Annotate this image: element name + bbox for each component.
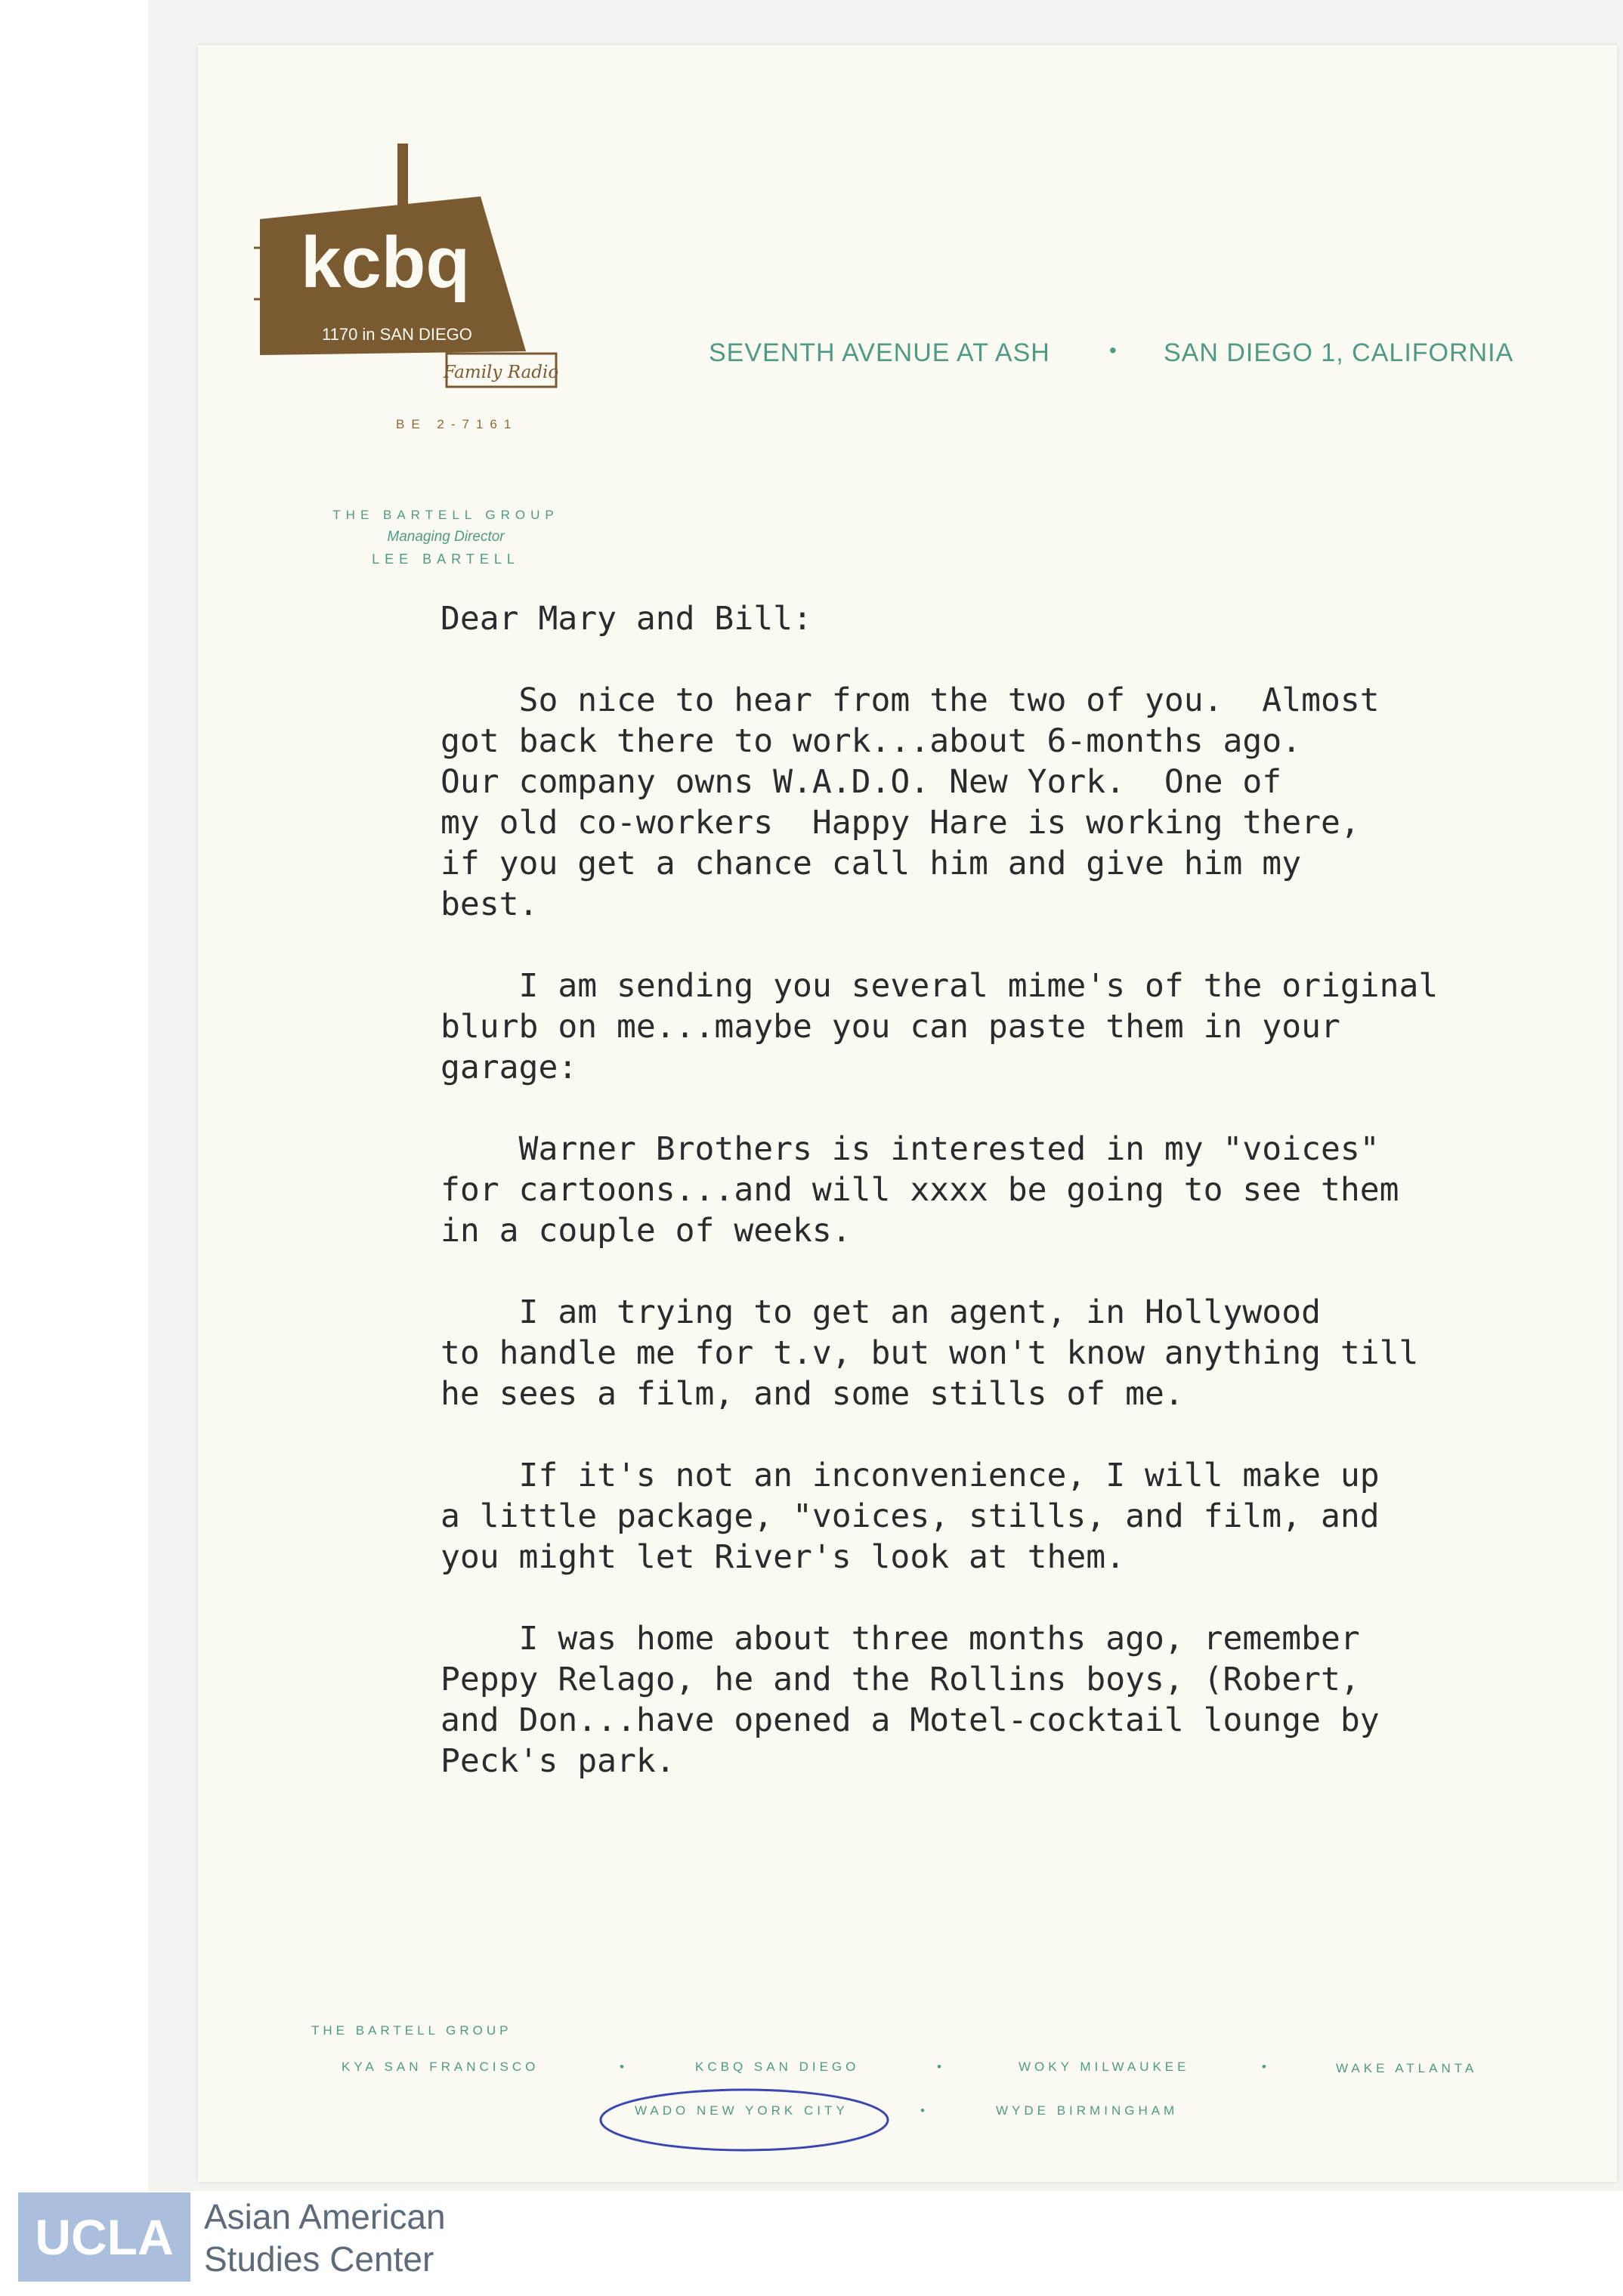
- footer-separator: •: [1262, 2060, 1270, 2074]
- address-street: SEVENTH AVENUE AT ASH: [709, 338, 1050, 367]
- kcbq-logo: [254, 144, 609, 400]
- letter-line: blurb on me...maybe you can paste them in your: [441, 1008, 1340, 1046]
- footer-station: WYDE BIRMINGHAM: [996, 2103, 1179, 2118]
- managing-title: Managing Director: [387, 529, 505, 545]
- address-city: SAN DIEGO 1, CALIFORNIA: [1164, 338, 1514, 367]
- letter-line: Our company owns W.A.D.O. New York. One of: [441, 763, 1282, 801]
- letter-line: Warner Brothers is interested in my "voices": [441, 1130, 1380, 1168]
- letter-line: to handle me for t.v, but won't know anything till: [441, 1334, 1419, 1372]
- letter-line: in a couple of weeks.: [441, 1212, 852, 1250]
- letter-line: I am trying to get an agent, in Hollywood: [441, 1293, 1321, 1331]
- footer-station: WOKY MILWAUKEE: [1019, 2060, 1190, 2074]
- logo-tag: Family Radio: [443, 363, 559, 382]
- logo-frequency: 1170 in SAN DIEGO: [322, 325, 472, 344]
- paragraph-4: [441, 1292, 1559, 1414]
- letter-line: Peppy Relago, he and the Rollins boys, (Robert,: [441, 1661, 1360, 1698]
- letter-body: [441, 598, 1559, 1781]
- letter-line: a little package, "voices, stills, and film, and: [441, 1497, 1380, 1535]
- footer-separator: •: [937, 2060, 945, 2074]
- hand-drawn-circle: [597, 2085, 892, 2155]
- letter-line: So nice to hear from the two of you. Almost: [441, 681, 1380, 719]
- letter-line: you might let River's look at them.: [441, 1538, 1126, 1576]
- management-block: [317, 508, 574, 567]
- aasc-line-2: Studies Center: [204, 2239, 434, 2279]
- paragraph-5: [441, 1455, 1559, 1578]
- aasc-line-1: Asian American: [204, 2197, 446, 2236]
- letter-line: garage:: [441, 1049, 578, 1086]
- letter-line: Peck's park.: [441, 1742, 675, 1780]
- address-separator: •: [1109, 338, 1118, 362]
- letter-line: got back there to work...about 6-months ago.: [441, 722, 1302, 760]
- footer-station: WADO NEW YORK CITY: [635, 2103, 849, 2118]
- ucla-badge: UCLA: [18, 2192, 190, 2282]
- group-name: THE BARTELL GROUP: [332, 508, 559, 522]
- aasc-label: [204, 2196, 446, 2280]
- letter-line: for cartoons...and will xxxx be going to see them: [441, 1171, 1399, 1209]
- paragraph-3: [441, 1129, 1559, 1251]
- letter-line: If it's not an inconvenience, I will make up: [441, 1457, 1380, 1494]
- letter-line: he sees a film, and some stills of me.: [441, 1375, 1184, 1413]
- managing-name: LEE BARTELL: [372, 552, 520, 567]
- footer-separator: •: [920, 2103, 929, 2118]
- footer-separator: •: [620, 2060, 628, 2074]
- footer-station: WAKE ATLANTA: [1336, 2061, 1478, 2075]
- paragraph-6: [441, 1618, 1559, 1781]
- footer-station: KCBQ SAN DIEGO: [695, 2060, 860, 2074]
- letter-line: and Don...have opened a Motel-cocktail lounge by: [441, 1701, 1380, 1739]
- paragraph-2: [441, 966, 1559, 1088]
- letter-line: I am sending you several mime's of the original: [441, 967, 1439, 1005]
- letter-line: I was home about three months ago, remember: [441, 1620, 1360, 1658]
- footer-group-name: THE BARTELL GROUP: [311, 2023, 512, 2038]
- salutation: Dear Mary and Bill:: [441, 600, 812, 638]
- paragraph-1: [441, 680, 1559, 925]
- phone-number: BE 2-7161: [396, 417, 518, 431]
- logo-call-sign: kcbq: [301, 222, 471, 303]
- footer-station: KYA SAN FRANCISCO: [342, 2060, 539, 2074]
- letter-line: best.: [441, 885, 539, 923]
- letter-line: if you get a chance call him and give him my: [441, 845, 1302, 882]
- letter-line: my old co-workers Happy Hare is working there,: [441, 804, 1360, 842]
